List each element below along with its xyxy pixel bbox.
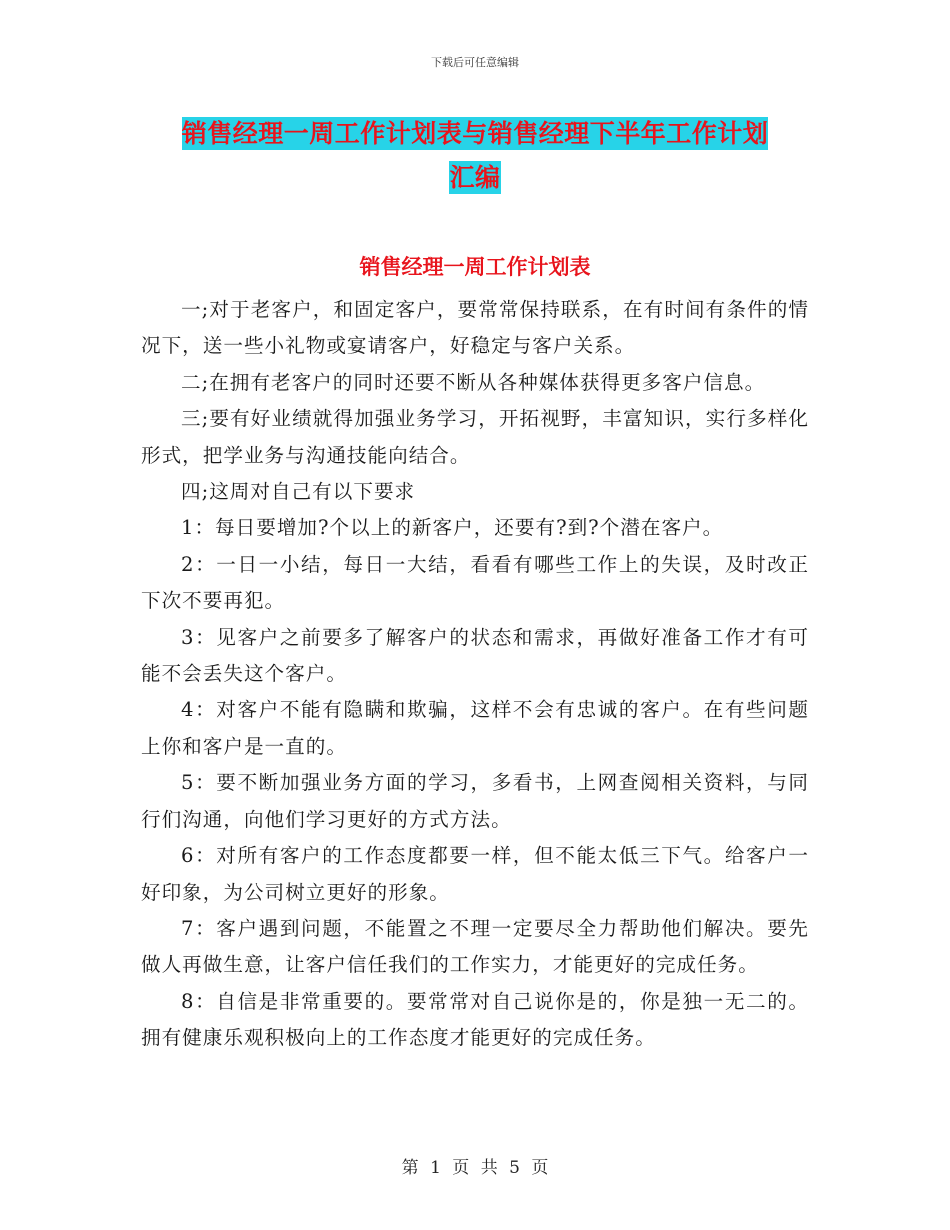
paragraph: 4：对客户不能有隐瞒和欺骗，这样不会有忠诚的客户。在有些问题上你和客户是一直的。 xyxy=(141,698,809,758)
paragraph: 7：客户遇到问题，不能置之不理一定要尽全力帮助他们解决。要先做人再做生意，让客户信任我们的工作实力，才能更好的完成任务。 xyxy=(141,916,809,977)
paragraph: 三;要有好业绩就得加强业务学习，开拓视野，丰富知识，实行多样化形式，把学业务与沟通技能向结合。 xyxy=(141,407,809,467)
document-title-line-1 xyxy=(0,114,950,150)
document-title-line-2 xyxy=(0,158,950,194)
paragraph: 3：见客户之前要多了解客户的状态和需求，再做好准备工作才有可能不会丢失这个客户。 xyxy=(141,625,809,686)
paragraph: 6：对所有客户的工作态度都要一样，但不能太低三下气。给客户一好印象，为公司树立更好的形象。 xyxy=(141,844,809,904)
section-heading: 销售经理一周工作计划表 xyxy=(359,255,591,279)
title-highlight: 汇编 xyxy=(449,163,501,192)
paragraph: 四;这周对自己有以下要求 xyxy=(181,480,416,504)
paragraph: 1：每日要增加?个以上的新客户，还要有?到?个潜在客户。 xyxy=(181,516,724,540)
paragraph: 二;在拥有老客户的同时还要不断从各种媒体获得更多客户信息。 xyxy=(181,370,766,394)
page-number: 第 1 页 共 5 页 xyxy=(401,1158,549,1178)
document-body xyxy=(141,292,809,1057)
header-note: 下载后可任意编辑 xyxy=(431,56,519,69)
title-highlight: 销售经理一周工作计划表与销售经理下半年工作计划 xyxy=(181,119,769,148)
paragraph: 5：要不断加强业务方面的学习，多看书，上网查阅相关资料，与同行们沟通，向他们学习更好的方式方法。 xyxy=(141,771,809,831)
paragraph: 2：一日一小结，每日一大结，看看有哪些工作上的失误，及时改正下次不要再犯。 xyxy=(141,552,809,613)
paragraph: 8：自信是非常重要的。要常常对自己说你是的，你是独一无二的。拥有健康乐观积极向上的工作态度才能更好的完成任务。 xyxy=(141,989,809,1050)
paragraph: 一;对于老客户，和固定客户，要常常保持联系，在有时间有条件的情况下，送一些小礼物或宴请客户，好稳定与客户关系。 xyxy=(141,298,809,358)
